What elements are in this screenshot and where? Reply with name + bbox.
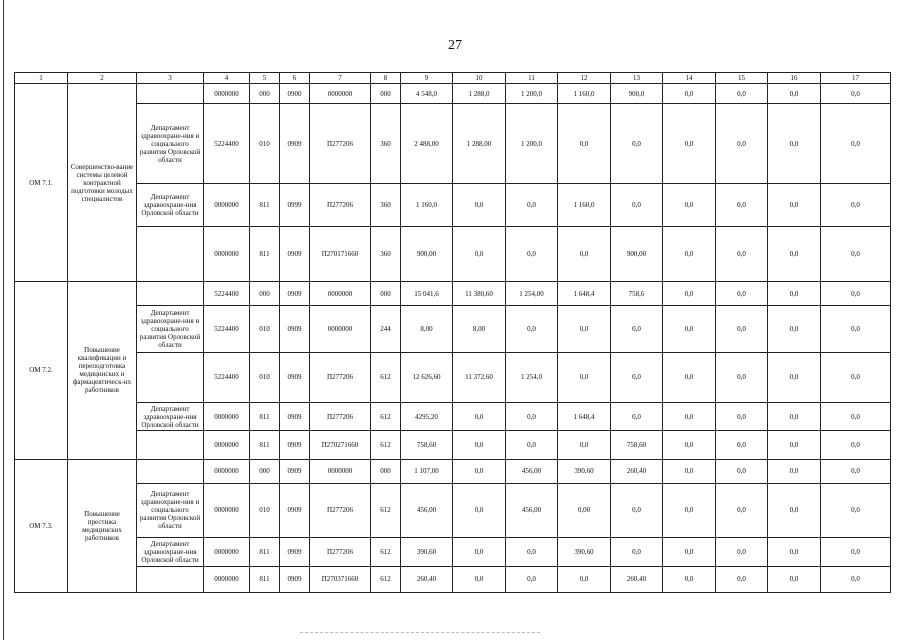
- value-cell-col-14: 0,0: [663, 282, 716, 306]
- value-cell-col-5: 000: [250, 282, 280, 306]
- value-cell-col-16: 0,0: [768, 566, 821, 592]
- value-cell-col-5: 010: [250, 483, 280, 538]
- value-cell-col-10: 0,0: [453, 483, 506, 538]
- executor-cell: Департамент здравоохране-ния Орловской области: [137, 538, 204, 566]
- value-cell-col-12: 0,0: [558, 306, 611, 353]
- value-cell-col-7: П277206: [310, 538, 371, 566]
- value-cell-col-17: 0,0: [821, 104, 891, 184]
- measure-code: ОМ 7.3.: [15, 459, 68, 592]
- table-row: [15, 227, 891, 282]
- page-number: 27: [448, 38, 462, 53]
- column-header-10: 10: [453, 73, 506, 84]
- value-cell-col-6: 0909: [280, 483, 310, 538]
- value-cell-col-17: 0,0: [821, 84, 891, 104]
- column-header-5: 5: [250, 73, 280, 84]
- value-cell-col-4: 0000000: [204, 483, 250, 538]
- value-cell-col-13: 900,00: [611, 227, 663, 282]
- value-cell-col-15: 0,0: [716, 84, 768, 104]
- value-cell-col-12: 390,60: [558, 538, 611, 566]
- value-cell-col-14: 0,0: [663, 184, 716, 227]
- value-cell-col-13: 0,0: [611, 184, 663, 227]
- value-cell-col-4: 0000000: [204, 566, 250, 592]
- value-cell-col-10: 0,0: [453, 431, 506, 459]
- table-row: [15, 459, 891, 483]
- value-cell-col-9: 758,60: [401, 431, 453, 459]
- value-cell-col-13: 900,0: [611, 84, 663, 104]
- value-cell-col-12: 0,00: [558, 483, 611, 538]
- value-cell-col-10: 0,0: [453, 227, 506, 282]
- table-row: [15, 104, 891, 184]
- value-cell-col-16: 0,0: [768, 459, 821, 483]
- value-cell-col-14: 0,0: [663, 538, 716, 566]
- value-cell-col-15: 0,0: [716, 483, 768, 538]
- value-cell-col-11: 456,00: [506, 459, 558, 483]
- value-cell-col-15: 0,0: [716, 352, 768, 402]
- value-cell-col-9: 8,00: [401, 306, 453, 353]
- table-row: [15, 538, 891, 566]
- value-cell-col-15: 0,0: [716, 184, 768, 227]
- value-cell-col-15: 0,0: [716, 104, 768, 184]
- value-cell-col-6: 0909: [280, 104, 310, 184]
- value-cell-col-5: 000: [250, 459, 280, 483]
- table-row: [15, 402, 891, 430]
- value-cell-col-6: 0909: [280, 459, 310, 483]
- page-left-border: [3, 0, 4, 640]
- value-cell-col-9: 1 160,0: [401, 184, 453, 227]
- value-cell-col-6: 0909: [280, 282, 310, 306]
- value-cell-col-8: 360: [371, 227, 401, 282]
- value-cell-col-13: 0,0: [611, 306, 663, 353]
- executor-cell: [137, 566, 204, 592]
- value-cell-col-11: 1 254,0: [506, 352, 558, 402]
- scan-artifact-line: [300, 632, 540, 634]
- value-cell-col-12: 0,0: [558, 352, 611, 402]
- value-cell-col-13: 260,40: [611, 566, 663, 592]
- executor-cell: [137, 227, 204, 282]
- value-cell-col-6: 0909: [280, 566, 310, 592]
- value-cell-col-8: 612: [371, 483, 401, 538]
- value-cell-col-11: 0,0: [506, 184, 558, 227]
- value-cell-col-13: 0,0: [611, 402, 663, 430]
- value-cell-col-10: 11 372,60: [453, 352, 506, 402]
- value-cell-col-11: 1 254,00: [506, 282, 558, 306]
- value-cell-col-16: 0,0: [768, 352, 821, 402]
- value-cell-col-11: 0,0: [506, 538, 558, 566]
- value-cell-col-13: 0,0: [611, 104, 663, 184]
- value-cell-col-8: 000: [371, 282, 401, 306]
- value-cell-col-13: 260,40: [611, 459, 663, 483]
- value-cell-col-8: 000: [371, 459, 401, 483]
- value-cell-col-5: 811: [250, 431, 280, 459]
- value-cell-col-11: 0,0: [506, 431, 558, 459]
- executor-cell: [137, 352, 204, 402]
- value-cell-col-13: 758,60: [611, 431, 663, 459]
- value-cell-col-9: 456,00: [401, 483, 453, 538]
- value-cell-col-9: 12 626,60: [401, 352, 453, 402]
- value-cell-col-9: 390,60: [401, 538, 453, 566]
- value-cell-col-14: 0,0: [663, 352, 716, 402]
- table-row: [15, 184, 891, 227]
- value-cell-col-13: 0,0: [611, 538, 663, 566]
- value-cell-col-4: 0000000: [204, 431, 250, 459]
- value-cell-col-7: П277206: [310, 104, 371, 184]
- value-cell-col-5: 811: [250, 402, 280, 430]
- value-cell-col-17: 0,0: [821, 306, 891, 353]
- executor-cell: [137, 431, 204, 459]
- value-cell-col-14: 0,0: [663, 227, 716, 282]
- value-cell-col-9: 1 107,00: [401, 459, 453, 483]
- executor-cell: Департамент здравоохране-ния и социального развития Орловской области: [137, 306, 204, 353]
- value-cell-col-12: 0,0: [558, 431, 611, 459]
- value-cell-col-6: 0909: [280, 538, 310, 566]
- measure-code: ОМ 7.1.: [15, 84, 68, 282]
- value-cell-col-7: П277206: [310, 184, 371, 227]
- value-cell-col-11: 0,0: [506, 402, 558, 430]
- value-cell-col-16: 0,0: [768, 306, 821, 353]
- value-cell-col-5: 811: [250, 538, 280, 566]
- value-cell-col-16: 0,0: [768, 184, 821, 227]
- value-cell-col-14: 0,0: [663, 402, 716, 430]
- value-cell-col-10: 0,0: [453, 566, 506, 592]
- value-cell-col-12: 1 160,0: [558, 84, 611, 104]
- value-cell-col-10: 0,0: [453, 184, 506, 227]
- value-cell-col-14: 0,0: [663, 431, 716, 459]
- value-cell-col-9: 2 488,00: [401, 104, 453, 184]
- column-header-17: 17: [821, 73, 891, 84]
- value-cell-col-16: 0,0: [768, 431, 821, 459]
- value-cell-col-16: 0,0: [768, 402, 821, 430]
- table-row: [15, 84, 891, 104]
- value-cell-col-15: 0,0: [716, 431, 768, 459]
- value-cell-col-12: 0,0: [558, 227, 611, 282]
- value-cell-col-9: 4295,20: [401, 402, 453, 430]
- value-cell-col-15: 0,0: [716, 566, 768, 592]
- value-cell-col-17: 0,0: [821, 459, 891, 483]
- value-cell-col-13: 758,6: [611, 282, 663, 306]
- value-cell-col-8: 612: [371, 431, 401, 459]
- column-header-12: 12: [558, 73, 611, 84]
- value-cell-col-11: 1 200,0: [506, 104, 558, 184]
- value-cell-col-4: 0000000: [204, 227, 250, 282]
- value-cell-col-4: 0000000: [204, 402, 250, 430]
- column-header-9: 9: [401, 73, 453, 84]
- column-header-11: 11: [506, 73, 558, 84]
- executor-cell: [137, 84, 204, 104]
- value-cell-col-11: 0,0: [506, 566, 558, 592]
- value-cell-col-7: П277206: [310, 483, 371, 538]
- value-cell-col-14: 0,0: [663, 104, 716, 184]
- value-cell-col-8: 360: [371, 104, 401, 184]
- value-cell-col-7: 0000000: [310, 282, 371, 306]
- value-cell-col-4: 5224400: [204, 306, 250, 353]
- column-header-8: 8: [371, 73, 401, 84]
- executor-cell: Департамент здравоохране-ния и социального развития Орловской области: [137, 483, 204, 538]
- value-cell-col-6: 0900: [280, 84, 310, 104]
- executor-cell: Департамент здравоохране-ния Орловской области: [137, 402, 204, 430]
- executor-cell: Департамент здравоохране-ния Орловской области: [137, 184, 204, 227]
- value-cell-col-7: 0000000: [310, 306, 371, 353]
- value-cell-col-8: 612: [371, 402, 401, 430]
- value-cell-col-14: 0,0: [663, 84, 716, 104]
- value-cell-col-5: 811: [250, 227, 280, 282]
- measure-name: Совершенство-вание системы целевой контрактной подготовки молодых специалистов: [68, 84, 137, 282]
- value-cell-col-15: 0,0: [716, 402, 768, 430]
- column-header-2: 2: [68, 73, 137, 84]
- value-cell-col-6: 0909: [280, 306, 310, 353]
- value-cell-col-16: 0,0: [768, 483, 821, 538]
- value-cell-col-4: 0000000: [204, 84, 250, 104]
- value-cell-col-14: 0,0: [663, 459, 716, 483]
- value-cell-col-7: 0000000: [310, 459, 371, 483]
- value-cell-col-14: 0,0: [663, 306, 716, 353]
- value-cell-col-9: 15 041,6: [401, 282, 453, 306]
- value-cell-col-4: 5224400: [204, 282, 250, 306]
- table-row: [15, 306, 891, 353]
- column-header-13: 13: [611, 73, 663, 84]
- value-cell-col-8: 360: [371, 184, 401, 227]
- column-header-7: 7: [310, 73, 371, 84]
- measure-code: ОМ 7.2.: [15, 282, 68, 460]
- value-cell-col-16: 0,0: [768, 84, 821, 104]
- table-row: [15, 431, 891, 459]
- value-cell-col-5: 811: [250, 566, 280, 592]
- value-cell-col-6: 0909: [280, 431, 310, 459]
- value-cell-col-17: 0,0: [821, 402, 891, 430]
- value-cell-col-5: 000: [250, 84, 280, 104]
- column-header-4: 4: [204, 73, 250, 84]
- value-cell-col-13: 0,0: [611, 352, 663, 402]
- value-cell-col-17: 0,0: [821, 431, 891, 459]
- value-cell-col-11: 0,0: [506, 227, 558, 282]
- value-cell-col-7: П270171660: [310, 227, 371, 282]
- column-header-16: 16: [768, 73, 821, 84]
- value-cell-col-10: 0,0: [453, 402, 506, 430]
- value-cell-col-17: 0,0: [821, 566, 891, 592]
- value-cell-col-5: 010: [250, 306, 280, 353]
- value-cell-col-4: 0000000: [204, 538, 250, 566]
- value-cell-col-8: 612: [371, 352, 401, 402]
- value-cell-col-15: 0,0: [716, 227, 768, 282]
- value-cell-col-9: 900,00: [401, 227, 453, 282]
- value-cell-col-10: 11 380,60: [453, 282, 506, 306]
- value-cell-col-7: П277206: [310, 352, 371, 402]
- value-cell-col-8: 612: [371, 538, 401, 566]
- column-header-6: 6: [280, 73, 310, 84]
- value-cell-col-6: 0999: [280, 184, 310, 227]
- value-cell-col-14: 0,0: [663, 566, 716, 592]
- value-cell-col-8: 244: [371, 306, 401, 353]
- value-cell-col-7: 0000000: [310, 84, 371, 104]
- value-cell-col-6: 0909: [280, 227, 310, 282]
- value-cell-col-16: 0,0: [768, 227, 821, 282]
- value-cell-col-16: 0,0: [768, 282, 821, 306]
- value-cell-col-10: 8,00: [453, 306, 506, 353]
- value-cell-col-13: 0,0: [611, 483, 663, 538]
- value-cell-col-10: 0,0: [453, 459, 506, 483]
- value-cell-col-15: 0,0: [716, 538, 768, 566]
- value-cell-col-10: 1 288,00: [453, 104, 506, 184]
- value-cell-col-17: 0,0: [821, 483, 891, 538]
- value-cell-col-12: 390,60: [558, 459, 611, 483]
- value-cell-col-9: 260,40: [401, 566, 453, 592]
- value-cell-col-12: 0,0: [558, 104, 611, 184]
- value-cell-col-8: 612: [371, 566, 401, 592]
- column-header-1: 1: [15, 73, 68, 84]
- value-cell-col-7: П270371660: [310, 566, 371, 592]
- value-cell-col-7: П277206: [310, 402, 371, 430]
- value-cell-col-5: 811: [250, 184, 280, 227]
- value-cell-col-17: 0,0: [821, 352, 891, 402]
- column-header-3: 3: [137, 73, 204, 84]
- budget-table: [14, 72, 891, 593]
- value-cell-col-17: 0,0: [821, 282, 891, 306]
- value-cell-col-17: 0,0: [821, 184, 891, 227]
- executor-cell: Департамент здравоохране-ния и социального развития Орловской области: [137, 104, 204, 184]
- value-cell-col-5: 010: [250, 104, 280, 184]
- value-cell-col-14: 0,0: [663, 483, 716, 538]
- column-header-15: 15: [716, 73, 768, 84]
- measure-name: Повышение квалификации и переподготовка медицинских и фармацевтическ-их работников: [68, 282, 137, 460]
- value-cell-col-8: 000: [371, 84, 401, 104]
- value-cell-col-15: 0,0: [716, 282, 768, 306]
- value-cell-col-10: 1 288,0: [453, 84, 506, 104]
- value-cell-col-15: 0,0: [716, 459, 768, 483]
- value-cell-col-17: 0,0: [821, 538, 891, 566]
- table-row: [15, 483, 891, 538]
- value-cell-col-5: 010: [250, 352, 280, 402]
- executor-cell: [137, 282, 204, 306]
- table-row: [15, 566, 891, 592]
- value-cell-col-11: 0,0: [506, 306, 558, 353]
- value-cell-col-4: 5224400: [204, 352, 250, 402]
- table-row: [15, 352, 891, 402]
- header-row: [15, 73, 891, 84]
- measure-name: Повышение престижа медицинских работников: [68, 459, 137, 592]
- value-cell-col-12: 1 160,0: [558, 184, 611, 227]
- column-header-14: 14: [663, 73, 716, 84]
- value-cell-col-4: 0000000: [204, 184, 250, 227]
- value-cell-col-12: 1 648,4: [558, 282, 611, 306]
- value-cell-col-7: П270271660: [310, 431, 371, 459]
- value-cell-col-12: 0,0: [558, 566, 611, 592]
- value-cell-col-17: 0,0: [821, 227, 891, 282]
- value-cell-col-12: 1 648,4: [558, 402, 611, 430]
- value-cell-col-11: 456,00: [506, 483, 558, 538]
- value-cell-col-15: 0,0: [716, 306, 768, 353]
- table-body: [15, 84, 891, 593]
- value-cell-col-4: 0000000: [204, 459, 250, 483]
- value-cell-col-6: 0909: [280, 402, 310, 430]
- value-cell-col-16: 0,0: [768, 104, 821, 184]
- value-cell-col-9: 4 548,0: [401, 84, 453, 104]
- value-cell-col-16: 0,0: [768, 538, 821, 566]
- value-cell-col-4: 5224400: [204, 104, 250, 184]
- value-cell-col-11: 1 200,0: [506, 84, 558, 104]
- value-cell-col-10: 0,0: [453, 538, 506, 566]
- table-row: [15, 282, 891, 306]
- executor-cell: [137, 459, 204, 483]
- value-cell-col-6: 0909: [280, 352, 310, 402]
